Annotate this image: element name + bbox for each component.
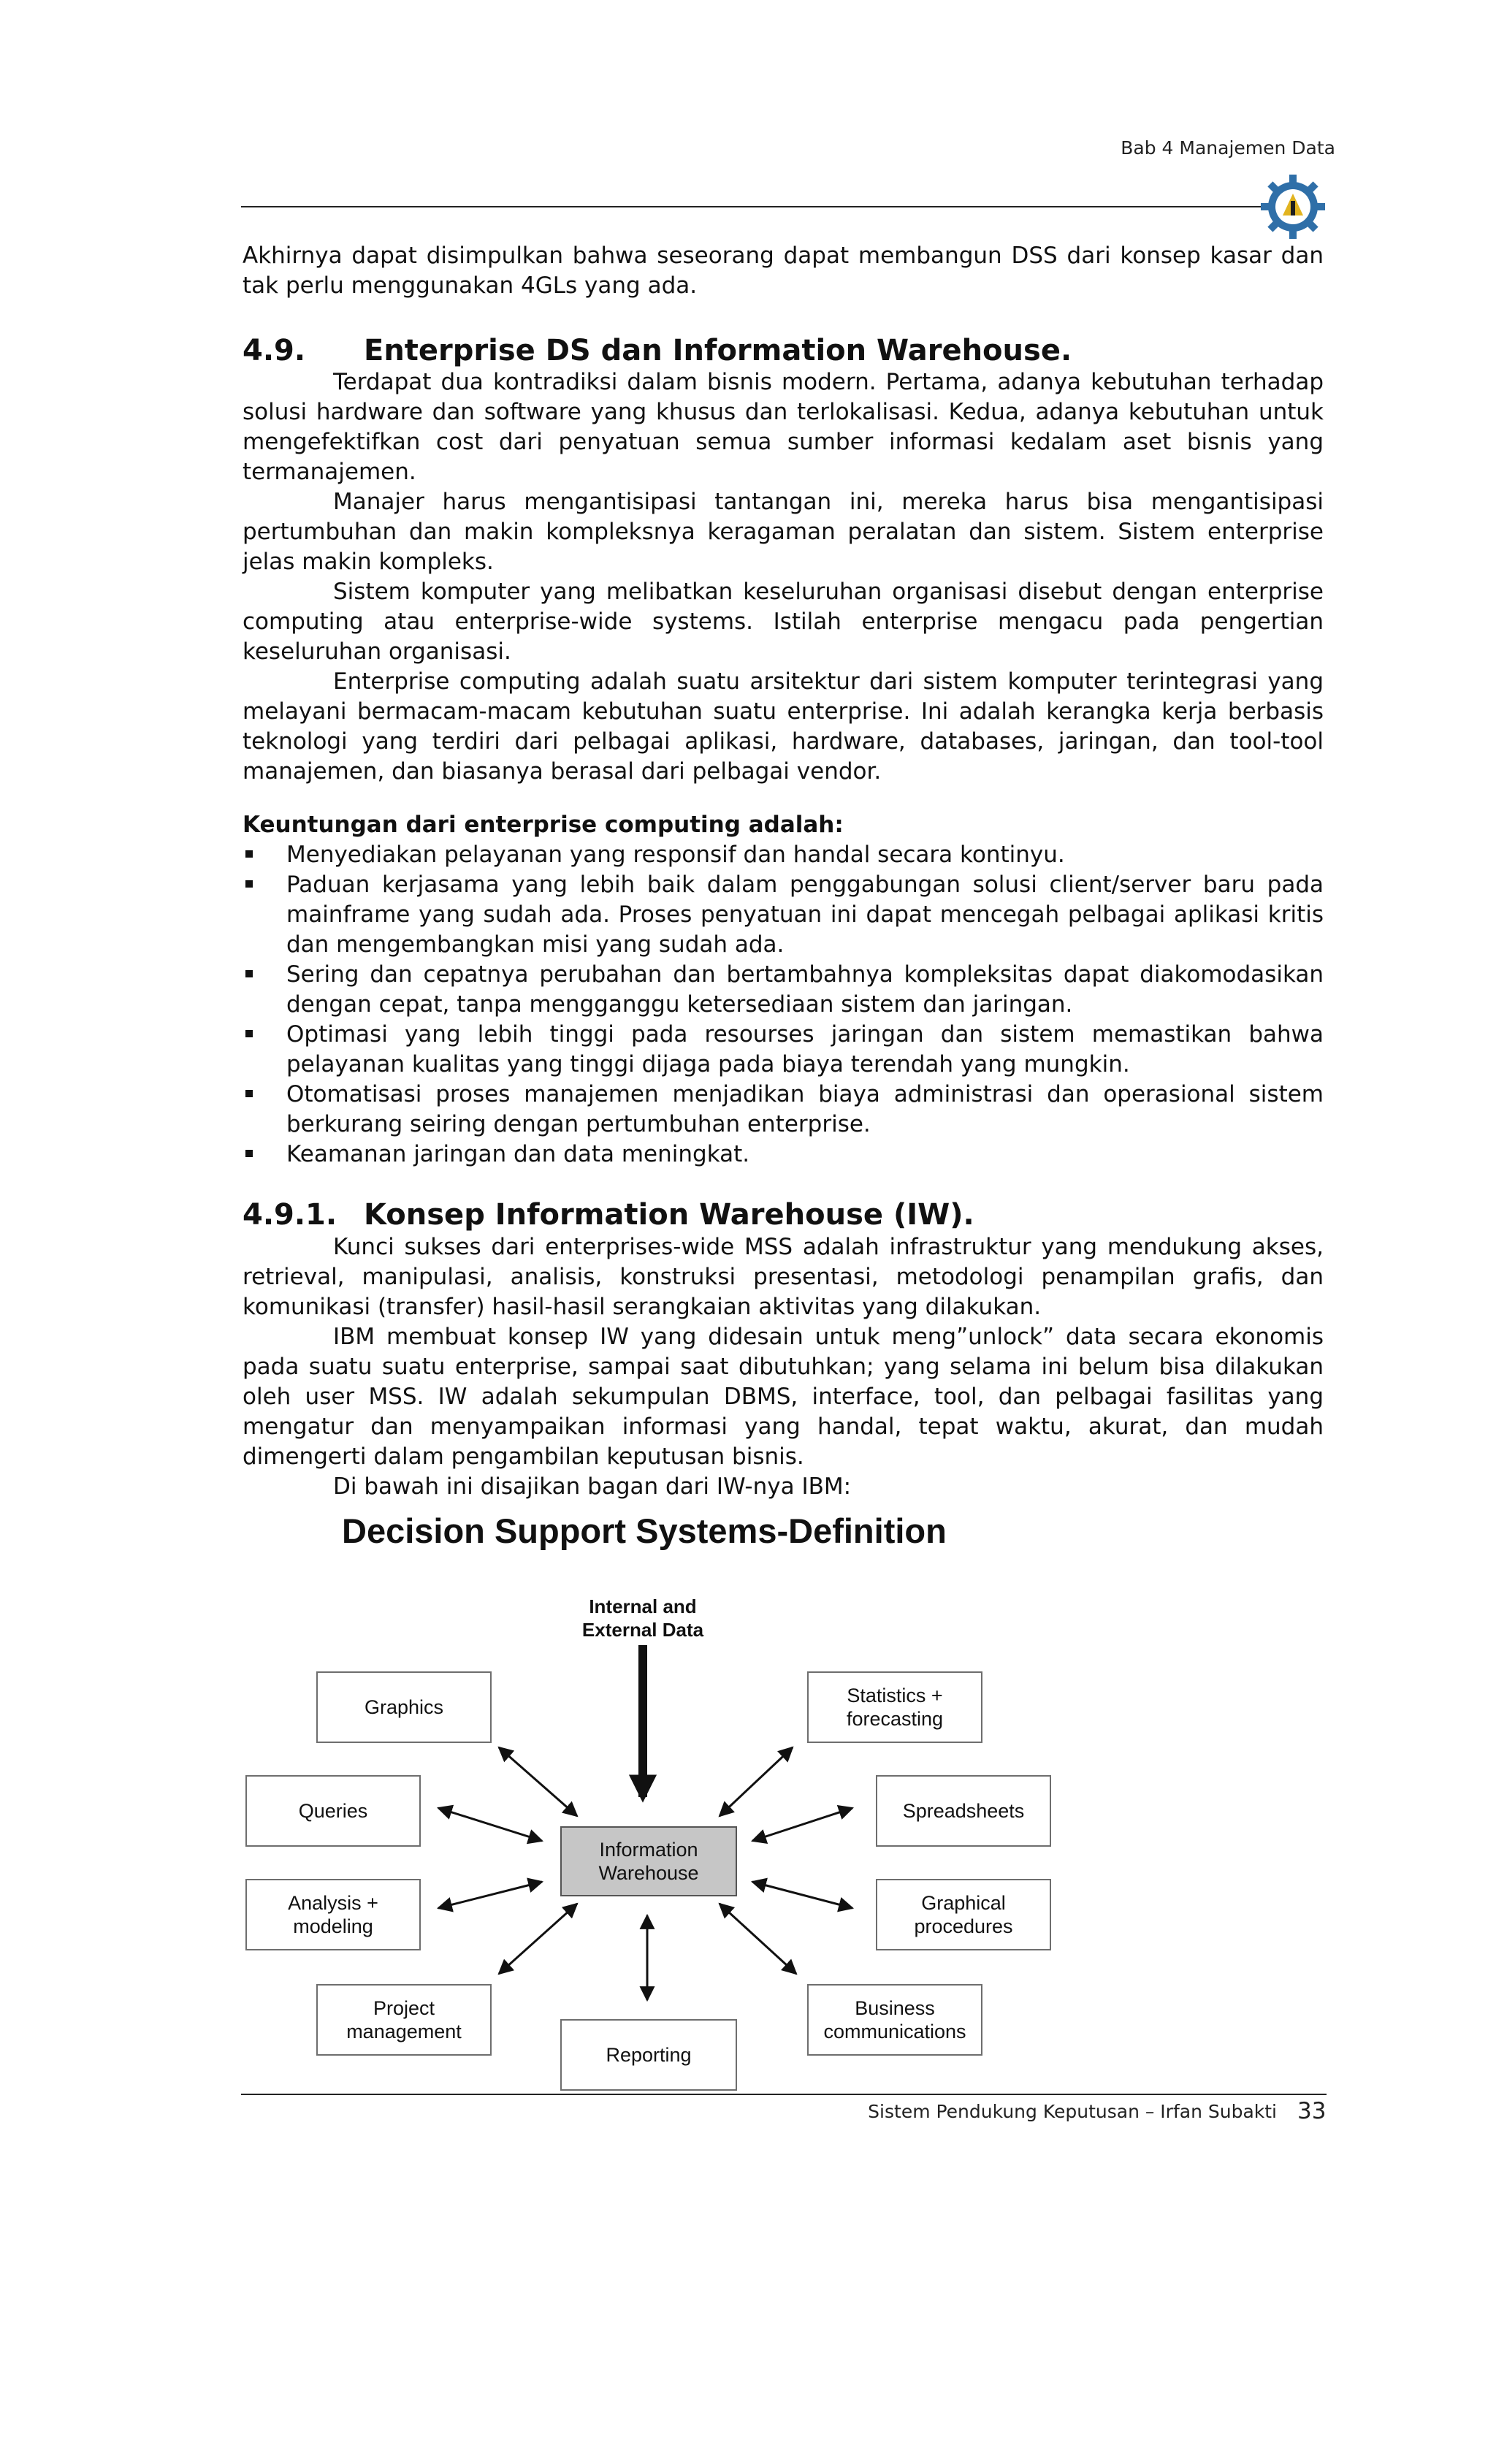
figure-title: Decision Support Systems-Definition — [342, 1511, 947, 1550]
paragraph: Di bawah ini disajikan bagan dari IW-nya IBM: — [333, 1473, 852, 1500]
footer-text: Sistem Pendukung Keputusan – Irfan Subakti — [868, 2101, 1277, 2122]
arrow-spreadsheets — [752, 1808, 852, 1841]
page-number: 33 — [1297, 2098, 1327, 2124]
paragraph: Manajer harus mengantisipasi tantangan ini, mereka harus bisa mengantisipasi pertumbuhan dan makin kompleksnya keragaman peralatan dan sistem. Sistem enterprise jelas makin kompleks. — [243, 489, 1324, 575]
graphical-procedures-box: Graphical procedures — [876, 1879, 1051, 1950]
spreadsheets-box: Spreadsheets — [876, 1775, 1051, 1847]
bullet-square-icon — [245, 850, 253, 858]
arrow-project — [499, 1904, 577, 1974]
header-rule — [241, 206, 1275, 207]
business-communications-box: Business communications — [807, 1984, 982, 2056]
paragraph: Sistem komputer yang melibatkan keseluruhan organisasi disebut dengan enterprise computing atau enterprise-wide systems. Istilah enterprise mengacu pada pengertian keseluruhan organisasi. — [243, 579, 1324, 665]
section-heading-4-9-1 — [243, 1197, 974, 1232]
input-data-label: Internal and External Data — [581, 1595, 704, 1641]
section-title: Konsep Information Warehouse (IW). — [364, 1198, 974, 1232]
paragraph: Kunci sukses dari enterprises-wide MSS adalah infrastruktur yang mendukung akses, retrieval, manipulasi, analisis, konstruksi presentasi, metodologi penampilan grafis, dan komunikasi (transfer) hasil-hasil serangkaian aktivitas yang dilakukan. — [243, 1234, 1324, 1320]
arrow-graphics — [499, 1747, 577, 1816]
section-number: 4.9. — [243, 334, 306, 367]
section-heading-4-9 — [243, 333, 1072, 368]
paragraph: Terdapat dua kontradiksi dalam bisnis modern. Pertama, adanya kebutuhan terhadap solusi hardware dan software yang khusus dan terlokalisasi. Kedua, adanya kebutuhan untuk mengefektifkan cost dari penyatuan semua sumber informasi kedalam aset bisnis yang termanajemen. — [243, 369, 1324, 485]
arrow-statistics — [720, 1747, 793, 1816]
arrow-analysis — [438, 1882, 542, 1908]
list-item: Otomatisasi proses manajemen menjadikan biaya administrasi dan operasional sistem berkurang seiring dengan pertumbuhan enterprise. — [243, 1080, 1324, 1140]
graphics-box: Graphics — [316, 1671, 492, 1743]
running-head: Bab 4 Manajemen Data — [1121, 137, 1335, 159]
arrow-business — [720, 1904, 796, 1974]
list-item: Menyediakan pelayanan yang responsif dan handal secara kontinyu. — [243, 840, 1324, 870]
section-number: 4.9.1. — [243, 1198, 337, 1232]
queries-box: Queries — [245, 1775, 421, 1847]
section-title: Enterprise DS dan Information Warehouse. — [364, 334, 1072, 367]
section-4-9-1-body — [243, 1232, 1324, 1502]
statistics-box: Statistics + forecasting — [807, 1671, 982, 1743]
paragraph: Enterprise computing adalah suatu arsitektur dari sistem komputer terintegrasi yang melayani bermacam-macam kebutuhan suatu enterprise. Ini adalah kerangka kerja berbasis teknologi yang terdiri dari pelbagai aplikasi, hardware, databases, jaringan, dan tool-tool manajemen, dan biasanya berasal dari pelbagai vendor. — [243, 668, 1324, 785]
information-warehouse-box: Information Warehouse — [560, 1826, 737, 1896]
benefits-title: Keuntungan dari enterprise computing adalah: — [243, 812, 844, 838]
arrow-queries — [438, 1808, 542, 1841]
bullet-square-icon — [245, 1030, 253, 1037]
project-management-box: Project management — [316, 1984, 492, 2056]
bullet-square-icon — [245, 970, 253, 977]
section-4-9-body — [243, 367, 1324, 787]
list-item: Optimasi yang lebih tinggi pada resourses jaringan dan sistem memastikan bahwa pelayanan kualitas yang tinggi dijaga pada biaya terendah yang mungkin. — [243, 1020, 1324, 1080]
intro-paragraph — [243, 241, 1324, 301]
reporting-box: Reporting — [560, 2019, 737, 2091]
analysis-box: Analysis + modeling — [245, 1879, 421, 1950]
intro-text: Akhirnya dapat disimpulkan bahwa seseorang dapat membangun DSS dari konsep kasar dan tak perlu menggunakan 4GLs yang ada. — [243, 243, 1324, 299]
bullet-square-icon — [245, 1150, 253, 1157]
benefits-list — [243, 840, 1324, 1170]
bullet-square-icon — [245, 880, 253, 888]
list-item: Keamanan jaringan dan data meningkat. — [243, 1140, 1324, 1170]
bullet-square-icon — [245, 1090, 253, 1097]
list-item: Paduan kerjasama yang lebih baik dalam penggabungan solusi client/server baru pada mainframe yang sudah ada. Proses penyatuan ini dapat mencegah pelbagai aplikasi kritis dan mengembangkan misi yang sudah ada. — [243, 870, 1324, 960]
arrow-graphical — [752, 1882, 852, 1908]
list-item: Sering dan cepatnya perubahan dan bertambahnya kompleksitas dapat diakomodasikan dengan cepat, tanpa mengganggu ketersediaan sistem dan jaringan. — [243, 960, 1324, 1020]
gear-emblem-icon — [1258, 172, 1328, 242]
paragraph: IBM membuat konsep IW yang didesain untuk meng”unlock” data secara ekonomis pada suatu suatu enterprise, sampai saat dibutuhkan; yang selama ini belum bisa dilakukan oleh user MSS. IW adalah sekumpulan DBMS, interface, tool, dan pelbagai fasilitas yang mengatur dan menyampaikan informasi yang handal, tepat waktu, akurat, dan mudah dimengerti dalam pengambilan keputusan bisnis. — [243, 1324, 1324, 1470]
footer-rule — [241, 2094, 1327, 2095]
